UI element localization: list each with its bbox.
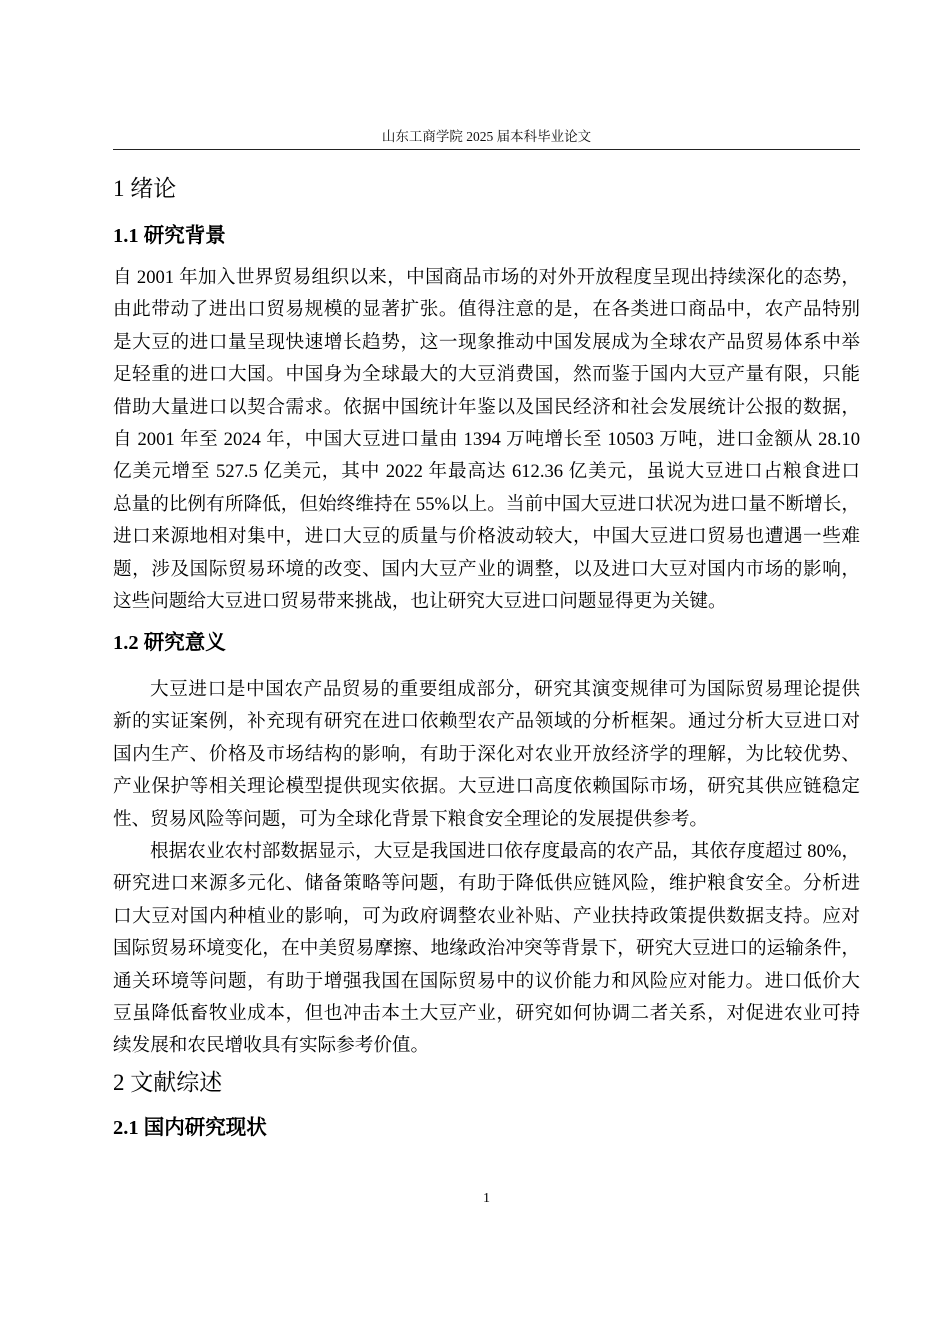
text-line: 题，涉及国际贸易环境的改变、国内大豆产业的调整，以及进口大豆对国内市场的影响， xyxy=(113,558,860,580)
text-line: 性、贸易风险等问题，可为全球化背景下粮食安全理论的发展提供参考。 xyxy=(113,808,709,830)
text-line: 口大豆对国内种植业的影响，可为政府调整农业补贴、产业扶持政策提供数据支持。应对 xyxy=(113,905,860,927)
section-1-2-paragraph-1 xyxy=(113,674,860,836)
text-line: 国内生产、价格及市场结构的影响，有助于深化对农业开放经济学的理解，为比较优势、 xyxy=(113,743,860,765)
text-line: 自 2001 年至 2024 年，中国大豆进口量由 1394 万吨增长至 10503 万吨，进口金额从 28.10 xyxy=(113,428,860,450)
text-line: 根据农业农村部数据显示，大豆是我国进口依存度最高的农产品，其依存度超过 80%， xyxy=(150,841,860,862)
section-2-1-heading: 2.1 国内研究现状 xyxy=(113,1117,267,1139)
page-number: 1 xyxy=(483,1191,490,1206)
section-1-1-paragraph xyxy=(113,262,860,618)
text-line: 国际贸易环境变化，在中美贸易摩擦、地缘政治冲突等背景下，研究大豆进口的运输条件， xyxy=(113,938,860,960)
text-line: 进口来源地相对集中，进口大豆的质量与价格波动较大，中国大豆进口贸易也遭遇一些难 xyxy=(113,526,860,548)
text-line: 通关环境等问题，有助于增强我国在国际贸易中的议价能力和风险应对能力。进口低价大 xyxy=(113,970,860,992)
text-line: 由此带动了进出口贸易规模的显著扩张。值得注意的是，在各类进口商品中，农产品特别 xyxy=(113,299,860,321)
text-line: 自 2001 年加入世界贸易组织以来，中国商品市场的对外开放程度呈现出持续深化的态势， xyxy=(113,267,860,288)
text-line: 新的实证案例，补充现有研究在进口依赖型农产品领域的分析框架。通过分析大豆进口对 xyxy=(113,711,860,733)
text-line: 大豆进口是中国农产品贸易的重要组成部分，研究其演变规律可为国际贸易理论提供 xyxy=(150,679,860,700)
section-2-heading: 2 文献综述 xyxy=(113,1070,223,1095)
text-line: 是大豆的进口量呈现快速增长趋势，这一现象推动中国发展成为全球农产品贸易体系中举 xyxy=(113,331,860,353)
section-1-heading: 1 绪论 xyxy=(113,176,177,201)
section-1-2-paragraph-2 xyxy=(113,836,860,1063)
text-line: 借助大量进口以契合需求。依据中国统计年鉴以及国民经济和社会发展统计公报的数据， xyxy=(113,396,860,418)
text-line: 研究进口来源多元化、储备策略等问题，有助于降低供应链风险，维护粮食安全。分析进 xyxy=(113,873,860,895)
text-line: 续发展和农民增收具有实际参考价值。 xyxy=(113,1035,430,1057)
text-line: 这些问题给大豆进口贸易带来挑战，也让研究大豆进口问题显得更为关键。 xyxy=(113,590,727,612)
running-header: 山东工商学院 2025 届本科毕业论文 xyxy=(381,129,592,144)
header-divider xyxy=(113,149,860,150)
text-line: 亿美元增至 527.5 亿美元，其中 2022 年最高达 612.36 亿美元，虽说大豆进口占粮食进口 xyxy=(113,461,860,483)
text-line: 总量的比例有所降低，但始终维持在 55%以上。当前中国大豆进口状况为进口量不断增长， xyxy=(113,493,860,515)
text-line: 豆虽降低畜牧业成本，但也冲击本土大豆产业，研究如何协调二者关系，对促进农业可持 xyxy=(113,1002,860,1024)
text-line: 产业保护等相关理论模型提供现实依据。大豆进口高度依赖国际市场，研究其供应链稳定 xyxy=(113,776,860,798)
text-line: 足轻重的进口大国。中国身为全球最大的大豆消费国，然而鉴于国内大豆产量有限，只能 xyxy=(113,364,860,386)
section-1-1-heading: 1.1 研究背景 xyxy=(113,225,226,247)
section-1-2-heading: 1.2 研究意义 xyxy=(113,632,226,654)
